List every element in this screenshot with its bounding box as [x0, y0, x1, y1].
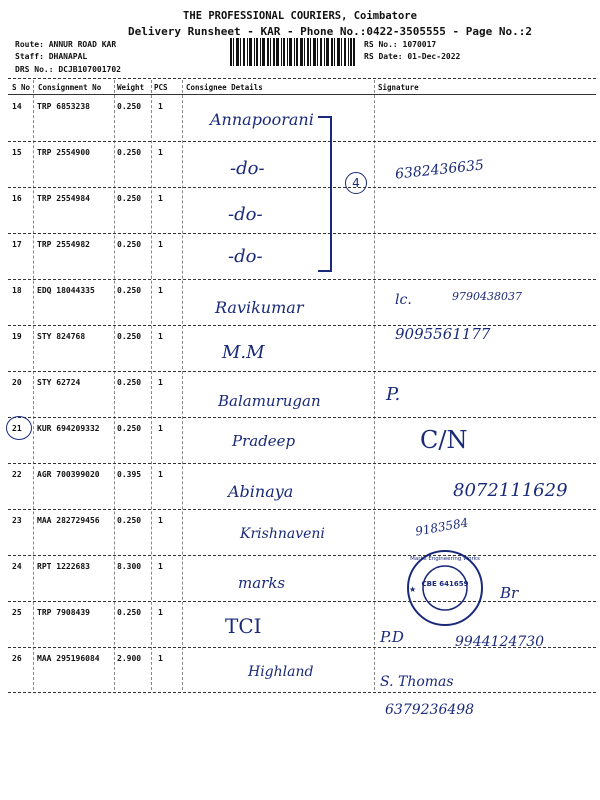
row-weight: 0.250	[117, 332, 142, 341]
row-divider	[8, 325, 596, 326]
row-weight: 0.250	[117, 194, 142, 203]
row-sno: 20	[12, 378, 22, 387]
row-consignment: EDQ 18044335	[37, 286, 95, 295]
row-consignee: -do-	[228, 246, 263, 267]
row-pcs: 1	[158, 654, 163, 663]
stamp-outer-text: Marks Engineering Works	[410, 556, 480, 562]
row-divider	[8, 187, 596, 188]
row-consignee: TCI	[225, 614, 262, 638]
row-consignee: Ravikumar	[215, 298, 304, 317]
row-consignment: TRP 2554984	[37, 194, 90, 203]
row-signature: 9944124730	[455, 634, 545, 650]
row-divider	[8, 233, 596, 234]
row-weight: 2.900	[117, 654, 142, 663]
stamp-inner-text: CBE 641659	[421, 580, 469, 588]
company-stamp	[405, 548, 485, 628]
row-pcs: 1	[158, 148, 163, 157]
row-signature: 8072111629	[453, 480, 568, 501]
row-weight: 0.250	[117, 608, 142, 617]
barcode-image	[230, 38, 355, 66]
col-signature-header: Signature	[378, 83, 419, 92]
row-pcs: 1	[158, 424, 163, 433]
row-consignee: M.M	[222, 342, 265, 363]
footer-handwritten-phone: 6379236498	[385, 702, 475, 718]
signature-scribble: P.D	[380, 628, 404, 646]
col-divider	[114, 80, 115, 690]
row-weight: 0.250	[117, 240, 142, 249]
row-consignment: KUR 694209332	[37, 424, 100, 433]
row-consignment: MAA 295196084	[37, 654, 100, 663]
row-consignee: -do-	[228, 204, 263, 225]
row-sno: 21	[12, 424, 22, 433]
star-icon: ★	[409, 585, 417, 594]
row-signature: 6382436635	[394, 157, 485, 183]
grouping-count: 4	[345, 172, 367, 194]
row-sno: 16	[12, 194, 22, 203]
row-consignment: TRP 6853238	[37, 102, 90, 111]
row-pcs: 1	[158, 378, 163, 387]
row-consignment: TRP 7908439	[37, 608, 90, 617]
row-weight: 0.250	[117, 102, 142, 111]
row-signature: S. Thomas	[380, 674, 454, 690]
row-signature: C/N	[420, 426, 468, 454]
col-consignee-header: Consignee Details	[186, 83, 263, 92]
row-pcs: 1	[158, 240, 163, 249]
col-consignment-header: Consignment No	[38, 83, 102, 92]
row-pcs: 1	[158, 470, 163, 479]
row-pcs: 1	[158, 608, 163, 617]
row-signature: 9095561177	[395, 325, 491, 343]
row-consignment: MAA 282729456	[37, 516, 100, 525]
row-divider	[8, 279, 596, 280]
row-pcs: 1	[158, 102, 163, 111]
row-consignee: Balamurugan	[218, 392, 321, 410]
row-signature: 9790438037	[452, 290, 522, 303]
row-pcs: 1	[158, 332, 163, 341]
row-divider	[8, 509, 596, 510]
row-signature: Br	[500, 584, 519, 602]
row-pcs: 1	[158, 286, 163, 295]
rs-date: RS Date: 01-Dec-2022	[364, 52, 461, 61]
route-label: Route: ANNUR ROAD KAR	[15, 40, 117, 49]
header-rule-top	[8, 78, 596, 79]
row-sno: 18	[12, 286, 22, 295]
row-weight: 0.250	[117, 516, 142, 525]
col-divider	[33, 80, 34, 690]
col-sno-header: S No	[12, 83, 31, 92]
row-consignment: RPT 1222683	[37, 562, 90, 571]
row-consignment: STY 62724	[37, 378, 81, 387]
staff-label: Staff: DHANAPAL	[15, 52, 88, 61]
row-consignment: AGR 700399020	[37, 470, 100, 479]
row-sno: 19	[12, 332, 22, 341]
row-sno: 15	[12, 148, 22, 157]
row-consignment: STY 824768	[37, 332, 86, 341]
row-sno: 23	[12, 516, 22, 525]
row-consignee: Highland	[248, 664, 314, 680]
row-weight: 0.250	[117, 378, 142, 387]
row-sno: 25	[12, 608, 22, 617]
row-sno: 14	[12, 102, 22, 111]
row-consignment: TRP 2554900	[37, 148, 90, 157]
row-consignee: marks	[238, 574, 286, 592]
row-divider	[8, 647, 596, 648]
header-rule-bottom	[8, 94, 596, 95]
row-sno: 22	[12, 470, 22, 479]
row-sno: 26	[12, 654, 22, 663]
row-divider	[8, 601, 596, 602]
row-divider	[8, 692, 596, 693]
row-consignee: Pradeep	[232, 432, 296, 450]
row-weight: 8.300	[117, 562, 142, 571]
row-consignment: TRP 2554982	[37, 240, 90, 249]
col-divider	[374, 80, 375, 690]
col-divider	[151, 80, 152, 690]
col-divider	[182, 80, 183, 690]
row-signature: P.	[386, 384, 401, 405]
row-divider	[8, 141, 596, 142]
row-pcs: 1	[158, 562, 163, 571]
row-consignee: -do-	[230, 158, 265, 179]
row-sno: 24	[12, 562, 22, 571]
row-weight: 0.250	[117, 424, 142, 433]
row-signature: 9183584	[414, 515, 470, 539]
signature-scribble: lc.	[395, 292, 412, 308]
row-consignee: Abinaya	[228, 482, 294, 501]
rs-number: RS No.: 1070017	[364, 40, 437, 49]
document-title: THE PROFESSIONAL COURIERS, Coimbatore	[183, 10, 417, 22]
col-weight-header: Weight	[117, 83, 145, 92]
row-pcs: 1	[158, 194, 163, 203]
row-weight: 0.250	[117, 148, 142, 157]
col-pcs-header: PCS	[154, 83, 168, 92]
row-divider	[8, 463, 596, 464]
row-divider	[8, 371, 596, 372]
row-sno: 17	[12, 240, 22, 249]
row-consignee: Annapoorani	[210, 110, 314, 129]
drs-label: DRS No.: DCJB107001702	[15, 65, 121, 74]
row-pcs: 1	[158, 516, 163, 525]
row-weight: 0.395	[117, 470, 142, 479]
grouping-bracket	[318, 116, 332, 272]
document-subtitle: Delivery Runsheet - KAR - Phone No.:0422-3505555 - Page No.:2	[128, 25, 532, 38]
row-divider	[8, 417, 596, 418]
row-divider	[8, 555, 596, 556]
row-consignee: Krishnaveni	[240, 526, 325, 542]
row-weight: 0.250	[117, 286, 142, 295]
